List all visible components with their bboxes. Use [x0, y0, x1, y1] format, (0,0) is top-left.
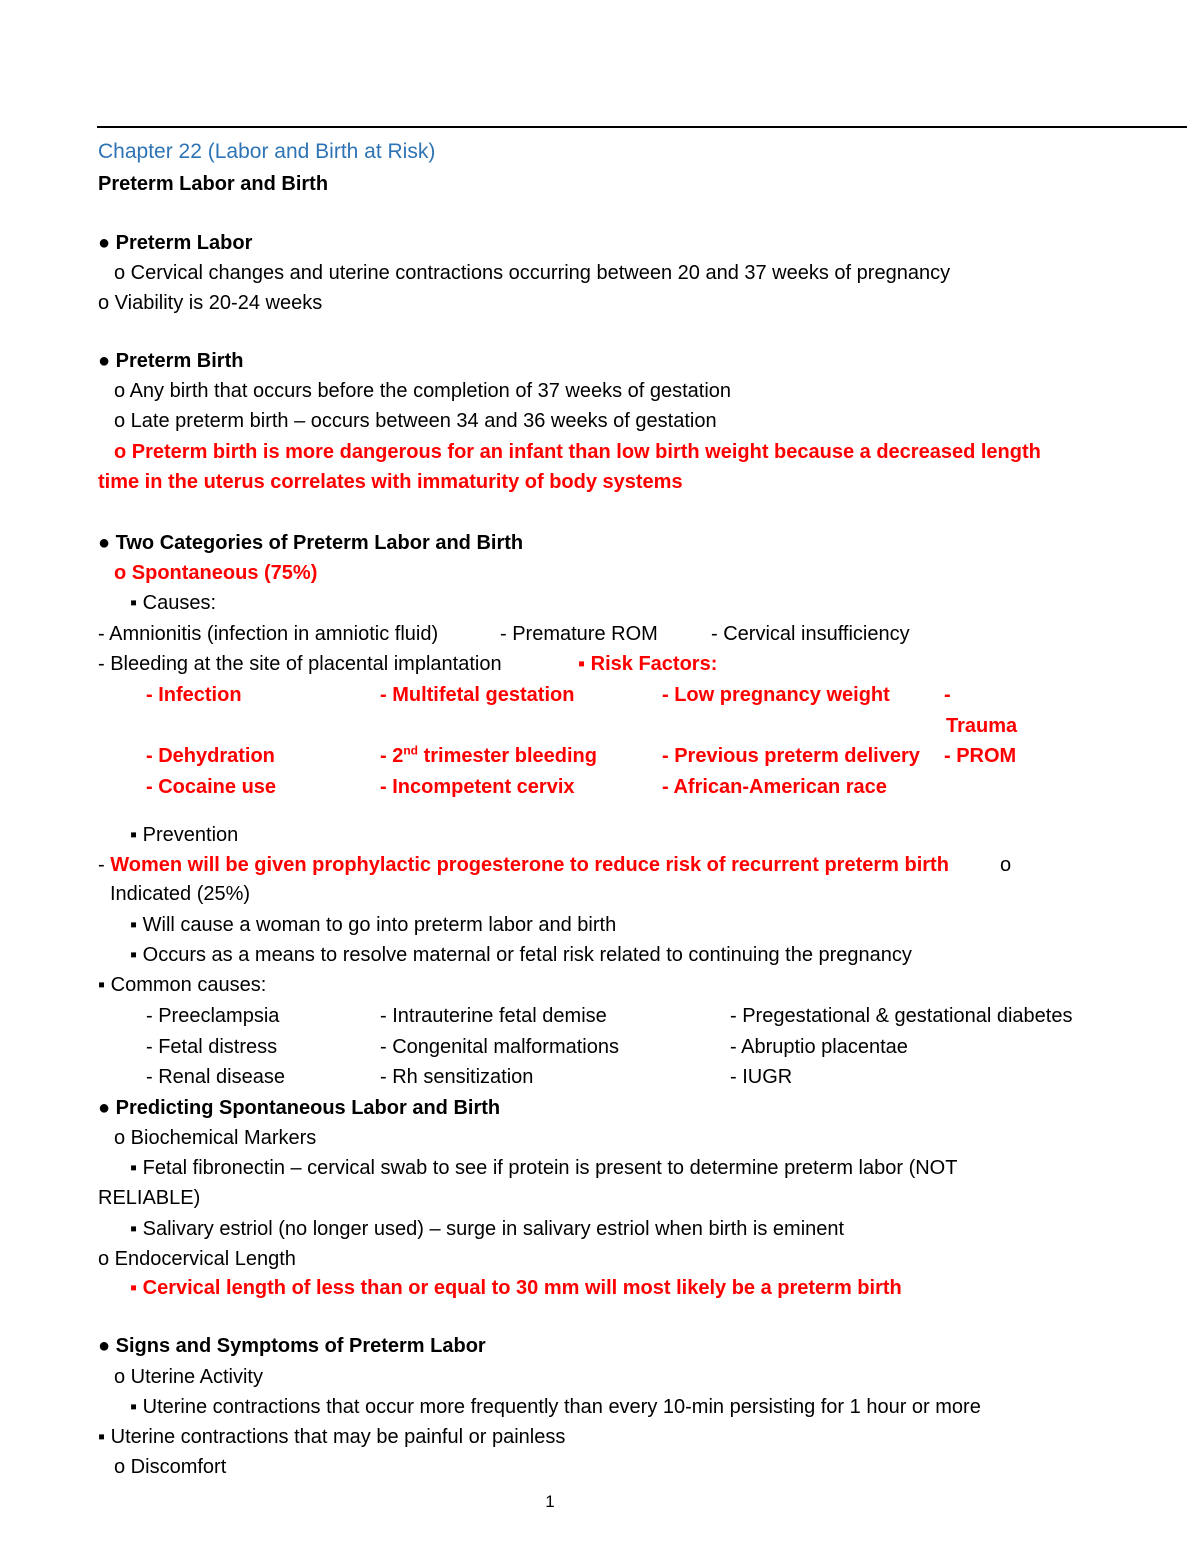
list-item: o	[1000, 854, 1012, 876]
common-cause: - Renal disease	[146, 1066, 285, 1088]
list-item: ▪ Uterine contractions that may be painful or painless	[98, 1426, 566, 1448]
risk-factor: -	[944, 684, 951, 706]
risk-factor: - PROM	[944, 745, 1017, 767]
risk-factor: - Incompetent cervix	[380, 776, 575, 798]
list-item: ▪ Occurs as a means to resolve maternal or fetal risk related to continuing the pregnancy	[130, 944, 912, 966]
risk-factor: - Multifetal gestation	[380, 684, 575, 706]
list-item: ▪ Prevention	[130, 824, 239, 846]
list-item: o Discomfort	[114, 1456, 227, 1478]
list-item: - Bleeding at the site of placental implantation	[98, 653, 502, 675]
bullet-heading: ● Preterm Birth	[98, 350, 244, 372]
list-item: o Cervical changes and uterine contractions occurring between 20 and 37 weeks of pregnancy	[114, 262, 951, 284]
common-cause: - IUGR	[730, 1066, 793, 1088]
header-rule	[97, 126, 1187, 128]
common-cause: - Pregestational & gestational diabetes	[730, 1005, 1073, 1027]
list-item: o Biochemical Markers	[114, 1127, 317, 1149]
list-item: o Late preterm birth – occurs between 34 and 36 weeks of gestation	[114, 410, 717, 432]
list-item: - Premature ROM	[500, 623, 658, 645]
section-title: Preterm Labor and Birth	[98, 173, 329, 195]
highlight-note: ▪ Cervical length of less than or equal to 30 mm will most likely be a preterm birth	[130, 1277, 902, 1299]
chapter-title: Chapter 22 (Labor and Birth at Risk)	[98, 140, 436, 163]
risk-factor: Trauma	[946, 715, 1018, 737]
risk-factor: - African-American race	[662, 776, 887, 798]
list-item: ▪ Salivary estriol (no longer used) – surge in salivary estriol when birth is eminent	[130, 1218, 845, 1240]
list-item: ▪ Causes:	[130, 592, 217, 614]
list-item: - Women will be given prophylactic progesterone to reduce risk of recurrent preterm birth	[98, 854, 949, 876]
list-item: ▪ Common causes:	[98, 974, 267, 996]
risk-factor: - Cocaine use	[146, 776, 277, 798]
risk-factor: - Low pregnancy weight	[662, 684, 890, 706]
list-item: ▪ Will cause a woman to go into preterm labor and birth	[130, 914, 617, 936]
highlight-note: time in the uterus correlates with immaturity of body systems	[98, 471, 683, 493]
subheading: o Spontaneous (75%)	[114, 562, 318, 584]
common-cause: - Preeclampsia	[146, 1005, 280, 1027]
list-item: ▪ Uterine contractions that occur more frequently than every 10-min persisting for 1 hour or more	[130, 1396, 981, 1418]
list-item: ▪ Fetal fibronectin – cervical swab to see if protein is present to determine preterm labor (NOT	[130, 1157, 958, 1179]
list-item: Indicated (25%)	[110, 883, 251, 905]
bullet-heading: ● Signs and Symptoms of Preterm Labor	[98, 1335, 486, 1357]
bullet-heading: ● Two Categories of Preterm Labor and Birth	[98, 532, 524, 554]
list-item: - Cervical insufficiency	[711, 623, 910, 645]
common-cause: - Intrauterine fetal demise	[380, 1005, 607, 1027]
bullet-heading: ● Preterm Labor	[98, 232, 253, 254]
common-cause: - Rh sensitization	[380, 1066, 534, 1088]
common-cause: - Abruptio placentae	[730, 1036, 908, 1058]
list-item: o Viability is 20-24 weeks	[98, 292, 323, 314]
common-cause: - Fetal distress	[146, 1036, 278, 1058]
bullet-heading: ● Predicting Spontaneous Labor and Birth	[98, 1097, 501, 1119]
list-item: o Uterine Activity	[114, 1366, 263, 1388]
common-cause: - Congenital malformations	[380, 1036, 619, 1058]
subheading: ▪ Risk Factors:	[578, 653, 718, 675]
highlight-note: o Preterm birth is more dangerous for an infant than low birth weight because a decreased length	[114, 441, 1041, 463]
list-item: - Amnionitis (infection in amniotic fluid)	[98, 623, 439, 645]
list-item: o Endocervical Length	[98, 1248, 296, 1270]
page-number: 1	[545, 1492, 555, 1511]
risk-factor: - Infection	[146, 684, 242, 706]
list-item: RELIABLE)	[98, 1187, 201, 1209]
list-item: o Any birth that occurs before the completion of 37 weeks of gestation	[114, 380, 732, 402]
risk-factor: - Dehydration	[146, 745, 275, 767]
risk-factor: - Previous preterm delivery	[662, 745, 920, 767]
risk-factor: - 2nd trimester bleeding	[380, 743, 597, 767]
